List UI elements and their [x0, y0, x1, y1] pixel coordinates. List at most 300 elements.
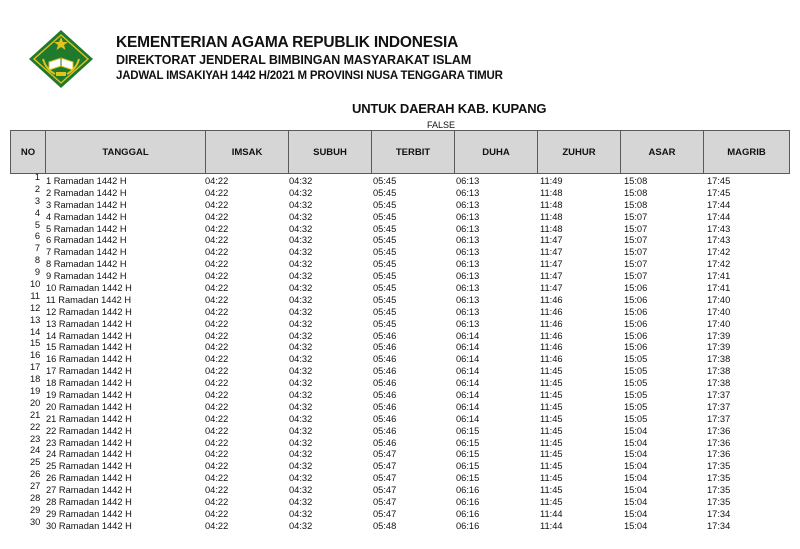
row-date: 17 Ramadan 1442 H [46, 366, 132, 377]
row-imsak: 04:22 [205, 306, 229, 317]
row-subuh: 04:32 [289, 390, 313, 401]
row-magrib: 17:35 [707, 497, 731, 508]
row-terbit: 05:45 [373, 318, 397, 329]
row-date: 26 Ramadan 1442 H [46, 473, 132, 484]
row-magrib: 17:38 [707, 366, 731, 377]
row-duha: 06:15 [456, 473, 480, 484]
row-terbit: 05:46 [373, 354, 397, 365]
col-header-imsak: IMSAK [206, 131, 288, 173]
row-asar: 15:06 [624, 306, 648, 317]
row-subuh: 04:32 [289, 413, 313, 424]
row-asar: 15:04 [624, 461, 648, 472]
row-duha: 06:13 [456, 283, 480, 294]
row-date: 19 Ramadan 1442 H [46, 390, 132, 401]
row-terbit: 05:46 [373, 366, 397, 377]
row-number: 9 [34, 267, 40, 278]
row-imsak: 04:22 [205, 461, 229, 472]
row-imsak: 04:22 [205, 235, 229, 246]
table-row [0, 257, 800, 269]
row-zuhur: 11:46 [540, 342, 563, 353]
row-asar: 15:05 [624, 401, 648, 412]
table-row [0, 269, 800, 281]
row-date: 10 Ramadan 1442 H [46, 283, 132, 294]
row-magrib: 17:41 [707, 283, 731, 294]
table-row [0, 302, 800, 317]
table-row [0, 433, 800, 448]
row-magrib: 17:43 [707, 235, 731, 246]
row-number: 8 [34, 255, 40, 266]
row-duha: 06:13 [456, 187, 480, 198]
row-terbit: 05:45 [373, 247, 397, 258]
row-magrib: 17:44 [707, 211, 731, 222]
row-date: 13 Ramadan 1442 H [46, 318, 132, 329]
row-number: 3 [34, 195, 40, 206]
row-magrib: 17:40 [707, 294, 731, 305]
row-imsak: 04:22 [205, 366, 229, 377]
row-number: 28 [30, 493, 41, 504]
row-magrib: 17:40 [707, 318, 731, 329]
row-terbit: 05:45 [373, 259, 397, 270]
row-imsak: 04:22 [205, 508, 229, 519]
row-imsak: 04:22 [205, 318, 229, 329]
row-terbit: 05:45 [373, 211, 397, 222]
row-zuhur: 11:44 [540, 508, 563, 519]
row-subuh: 04:32 [289, 461, 313, 472]
row-subuh: 04:32 [289, 497, 313, 508]
row-subuh: 04:32 [289, 354, 313, 365]
table-row [0, 174, 800, 186]
row-imsak: 04:22 [205, 485, 229, 496]
row-subuh: 04:32 [289, 187, 313, 198]
row-date: 20 Ramadan 1442 H [46, 401, 132, 412]
region-subtitle: UNTUK DAERAH KAB. KUPANG [352, 101, 547, 116]
row-zuhur: 11:44 [540, 520, 563, 531]
row-date: 25 Ramadan 1442 H [46, 461, 132, 472]
schedule-title: JADWAL IMSAKIYAH 1442 H/2021 M PROVINSI NUSA TENGGARA TIMUR [116, 70, 503, 82]
row-date: 2 Ramadan 1442 H [46, 187, 127, 198]
row-asar: 15:06 [624, 283, 648, 294]
row-imsak: 04:22 [205, 437, 229, 448]
row-magrib: 17:39 [707, 342, 731, 353]
row-terbit: 05:46 [373, 342, 397, 353]
row-date: 8 Ramadan 1442 H [46, 259, 127, 270]
row-magrib: 17:35 [707, 473, 731, 484]
row-terbit: 05:45 [373, 235, 397, 246]
row-terbit: 05:45 [373, 283, 397, 294]
row-asar: 15:04 [624, 508, 648, 519]
table-header [10, 130, 790, 174]
row-magrib: 17:38 [707, 378, 731, 389]
row-number: 26 [30, 469, 41, 480]
row-number: 15 [30, 338, 41, 349]
row-date: 14 Ramadan 1442 H [46, 330, 132, 341]
table-row [0, 516, 800, 531]
row-asar: 15:04 [624, 520, 648, 531]
table-row [0, 409, 800, 424]
row-zuhur: 11:47 [540, 271, 563, 282]
table-row [0, 364, 800, 376]
row-terbit: 05:46 [373, 390, 397, 401]
row-duha: 06:16 [456, 520, 480, 531]
row-zuhur: 11:48 [540, 223, 563, 234]
row-terbit: 05:46 [373, 425, 397, 436]
row-duha: 06:14 [456, 378, 480, 389]
row-terbit: 05:46 [373, 330, 397, 341]
row-number: 17 [30, 362, 41, 373]
table-row [0, 314, 800, 329]
row-number: 4 [34, 207, 40, 218]
row-subuh: 04:32 [289, 401, 313, 412]
row-imsak: 04:22 [205, 330, 229, 341]
row-number: 27 [30, 481, 41, 492]
row-asar: 15:05 [624, 413, 648, 424]
row-duha: 06:15 [456, 437, 480, 448]
row-duha: 06:16 [456, 508, 480, 519]
row-date: 29 Ramadan 1442 H [46, 508, 132, 519]
row-date: 18 Ramadan 1442 H [46, 378, 132, 389]
row-imsak: 04:22 [205, 283, 229, 294]
row-asar: 15:06 [624, 342, 648, 353]
col-header-zuhur: ZUHUR [538, 131, 620, 173]
row-zuhur: 11:45 [540, 497, 563, 508]
row-asar: 15:05 [624, 390, 648, 401]
table-row [0, 207, 800, 222]
row-subuh: 04:32 [289, 176, 313, 186]
row-number: 16 [30, 350, 41, 361]
row-zuhur: 11:45 [540, 437, 563, 448]
row-date: 7 Ramadan 1442 H [46, 247, 127, 258]
row-duha: 06:13 [456, 223, 480, 234]
row-magrib: 17:34 [707, 508, 731, 519]
row-terbit: 05:45 [373, 271, 397, 282]
row-imsak: 04:22 [205, 247, 229, 258]
row-subuh: 04:32 [289, 211, 313, 222]
row-date: 6 Ramadan 1442 H [46, 235, 127, 246]
row-asar: 15:07 [624, 211, 648, 222]
row-zuhur: 11:45 [540, 473, 563, 484]
row-duha: 06:13 [456, 306, 480, 317]
table-row [0, 447, 800, 459]
row-number: 19 [30, 386, 41, 397]
row-terbit: 05:46 [373, 378, 397, 389]
row-subuh: 04:32 [289, 449, 313, 460]
row-imsak: 04:22 [205, 259, 229, 270]
row-subuh: 04:32 [289, 485, 313, 496]
row-magrib: 17:42 [707, 259, 731, 270]
row-duha: 06:13 [456, 247, 480, 258]
row-imsak: 04:22 [205, 378, 229, 389]
row-magrib: 17:37 [707, 401, 731, 412]
row-asar: 15:07 [624, 259, 648, 270]
row-terbit: 05:45 [373, 199, 397, 210]
row-zuhur: 11:47 [540, 247, 563, 258]
row-subuh: 04:32 [289, 294, 313, 305]
row-duha: 06:14 [456, 413, 480, 424]
row-subuh: 04:32 [289, 330, 313, 341]
row-duha: 06:13 [456, 259, 480, 270]
row-zuhur: 11:46 [540, 354, 563, 365]
row-zuhur: 11:45 [540, 425, 563, 436]
row-imsak: 04:22 [205, 497, 229, 508]
row-magrib: 17:37 [707, 390, 731, 401]
row-duha: 06:13 [456, 235, 480, 246]
col-header-no: NO [11, 131, 45, 173]
row-duha: 06:16 [456, 485, 480, 496]
row-number: 5 [34, 219, 40, 230]
row-subuh: 04:32 [289, 366, 313, 377]
row-duha: 06:13 [456, 176, 480, 186]
row-number: 14 [30, 326, 41, 337]
row-subuh: 04:32 [289, 283, 313, 294]
row-asar: 15:05 [624, 354, 648, 365]
row-asar: 15:04 [624, 449, 648, 460]
row-asar: 15:07 [624, 247, 648, 258]
row-terbit: 05:47 [373, 497, 397, 508]
table-row [0, 233, 800, 245]
row-magrib: 17:45 [707, 187, 731, 198]
row-magrib: 17:36 [707, 425, 731, 436]
row-number: 18 [30, 374, 41, 385]
table-row [0, 483, 800, 495]
row-number: 22 [30, 421, 41, 432]
row-number: 1 [34, 172, 40, 182]
row-zuhur: 11:45 [540, 378, 563, 389]
row-terbit: 05:45 [373, 223, 397, 234]
flag-text: FALSE [427, 120, 456, 130]
row-imsak: 04:22 [205, 354, 229, 365]
row-subuh: 04:32 [289, 259, 313, 270]
row-terbit: 05:45 [373, 176, 397, 186]
row-duha: 06:14 [456, 390, 480, 401]
row-imsak: 04:22 [205, 223, 229, 234]
row-date: 9 Ramadan 1442 H [46, 271, 127, 282]
row-magrib: 17:39 [707, 330, 731, 341]
row-asar: 15:08 [624, 199, 648, 210]
row-magrib: 17:35 [707, 485, 731, 496]
row-asar: 15:04 [624, 425, 648, 436]
row-zuhur: 11:45 [540, 401, 563, 412]
row-imsak: 04:22 [205, 401, 229, 412]
row-imsak: 04:22 [205, 187, 229, 198]
row-zuhur: 11:46 [540, 330, 563, 341]
row-date: 16 Ramadan 1442 H [46, 354, 132, 365]
row-terbit: 05:46 [373, 401, 397, 412]
row-zuhur: 11:45 [540, 461, 563, 472]
row-magrib: 17:45 [707, 176, 731, 186]
row-terbit: 05:45 [373, 294, 397, 305]
row-zuhur: 11:48 [540, 211, 563, 222]
row-zuhur: 11:47 [540, 283, 563, 294]
col-header-asar: ASAR [621, 131, 703, 173]
row-terbit: 05:46 [373, 437, 397, 448]
row-magrib: 17:37 [707, 413, 731, 424]
row-duha: 06:15 [456, 461, 480, 472]
row-magrib: 17:36 [707, 449, 731, 460]
row-terbit: 05:45 [373, 187, 397, 198]
row-zuhur: 11:45 [540, 485, 563, 496]
row-zuhur: 11:46 [540, 306, 563, 317]
row-duha: 06:14 [456, 354, 480, 365]
row-date: 11 Ramadan 1442 H [46, 294, 132, 305]
table-row [0, 352, 800, 364]
row-duha: 06:13 [456, 294, 480, 305]
row-number: 11 [30, 290, 40, 301]
row-number: 29 [30, 504, 41, 515]
row-magrib: 17:41 [707, 271, 731, 282]
table-row [0, 340, 800, 352]
row-terbit: 05:47 [373, 461, 397, 472]
col-header-magrib: MAGRIB [704, 131, 789, 173]
col-header-subuh: SUBUH [289, 131, 371, 173]
row-asar: 15:04 [624, 437, 648, 448]
table-row [0, 388, 800, 400]
table-row [0, 326, 800, 341]
row-subuh: 04:32 [289, 378, 313, 389]
row-imsak: 04:22 [205, 199, 229, 210]
row-asar: 15:04 [624, 473, 648, 484]
row-zuhur: 11:48 [540, 187, 563, 198]
col-header-terbit: TERBIT [372, 131, 454, 173]
row-asar: 15:07 [624, 223, 648, 234]
table-row [0, 495, 800, 507]
row-zuhur: 11:46 [540, 318, 563, 329]
table-row [0, 219, 800, 234]
row-number: 21 [30, 409, 41, 420]
row-terbit: 05:46 [373, 413, 397, 424]
table-row [0, 290, 800, 305]
row-imsak: 04:22 [205, 413, 229, 424]
row-subuh: 04:32 [289, 235, 313, 246]
col-header-duha: DUHA [455, 131, 537, 173]
row-date: 28 Ramadan 1442 H [46, 497, 132, 508]
row-terbit: 05:48 [373, 520, 397, 531]
row-date: 23 Ramadan 1442 H [46, 437, 132, 448]
row-asar: 15:04 [624, 497, 648, 508]
row-zuhur: 11:49 [540, 176, 563, 186]
row-imsak: 04:22 [205, 425, 229, 436]
row-imsak: 04:22 [205, 520, 229, 531]
row-number: 7 [34, 243, 40, 254]
row-number: 2 [34, 183, 40, 194]
row-asar: 15:07 [624, 271, 648, 282]
row-number: 12 [30, 302, 41, 313]
row-subuh: 04:32 [289, 223, 313, 234]
row-zuhur: 11:46 [540, 294, 563, 305]
table-row [0, 245, 800, 257]
row-subuh: 04:32 [289, 520, 313, 531]
row-subuh: 04:32 [289, 508, 313, 519]
row-duha: 06:15 [456, 425, 480, 436]
table-row [0, 376, 800, 388]
row-imsak: 04:22 [205, 449, 229, 460]
row-date: 5 Ramadan 1442 H [46, 223, 127, 234]
row-date: 27 Ramadan 1442 H [46, 485, 132, 496]
row-subuh: 04:32 [289, 306, 313, 317]
row-number: 10 [30, 279, 41, 290]
row-magrib: 17:36 [707, 437, 731, 448]
row-zuhur: 11:45 [540, 366, 563, 377]
row-date: 3 Ramadan 1442 H [46, 199, 127, 210]
table-row [0, 504, 800, 519]
table-row [0, 397, 800, 412]
table-row [0, 281, 800, 293]
row-zuhur: 11:48 [540, 199, 563, 210]
schedule-table-body [0, 174, 800, 531]
row-zuhur: 11:47 [540, 235, 563, 246]
row-zuhur: 11:45 [540, 390, 563, 401]
row-number: 25 [30, 457, 41, 468]
directorate-title: DIREKTORAT JENDERAL BIMBINGAN MASYARAKAT ISLAM [116, 53, 472, 67]
row-terbit: 05:45 [373, 306, 397, 317]
row-duha: 06:14 [456, 401, 480, 412]
row-duha: 06:13 [456, 211, 480, 222]
row-zuhur: 11:45 [540, 413, 563, 424]
row-imsak: 04:22 [205, 390, 229, 401]
row-date: 12 Ramadan 1442 H [46, 306, 132, 317]
row-magrib: 17:38 [707, 354, 731, 365]
col-header-tanggal: TANGGAL [46, 131, 205, 173]
row-magrib: 17:40 [707, 306, 731, 317]
row-duha: 06:13 [456, 199, 480, 210]
row-terbit: 05:47 [373, 485, 397, 496]
ministry-title: KEMENTERIAN AGAMA REPUBLIK INDONESIA [116, 34, 459, 51]
row-imsak: 04:22 [205, 211, 229, 222]
row-duha: 06:14 [456, 366, 480, 377]
row-zuhur: 11:47 [540, 259, 563, 270]
table-row [0, 183, 800, 198]
row-asar: 15:08 [624, 176, 648, 186]
row-subuh: 04:32 [289, 247, 313, 258]
row-asar: 15:06 [624, 294, 648, 305]
row-duha: 06:16 [456, 497, 480, 508]
row-subuh: 04:32 [289, 318, 313, 329]
row-magrib: 17:42 [707, 247, 731, 258]
row-number: 30 [30, 516, 41, 527]
row-date: 15 Ramadan 1442 H [46, 342, 132, 353]
row-terbit: 05:47 [373, 473, 397, 484]
row-asar: 15:08 [624, 187, 648, 198]
row-number: 24 [30, 445, 41, 456]
row-zuhur: 11:45 [540, 449, 563, 460]
row-duha: 06:14 [456, 330, 480, 341]
row-duha: 06:13 [456, 318, 480, 329]
row-subuh: 04:32 [289, 271, 313, 282]
row-imsak: 04:22 [205, 294, 229, 305]
row-asar: 15:04 [624, 485, 648, 496]
row-duha: 06:15 [456, 449, 480, 460]
row-date: 24 Ramadan 1442 H [46, 449, 132, 460]
row-subuh: 04:32 [289, 437, 313, 448]
row-date: 1 Ramadan 1442 H [46, 176, 127, 186]
row-asar: 15:05 [624, 378, 648, 389]
row-duha: 06:14 [456, 342, 480, 353]
row-date: 4 Ramadan 1442 H [46, 211, 127, 222]
row-imsak: 04:22 [205, 176, 229, 186]
row-terbit: 05:47 [373, 449, 397, 460]
row-asar: 15:06 [624, 318, 648, 329]
table-row [0, 195, 800, 210]
row-number: 20 [30, 397, 41, 408]
row-magrib: 17:34 [707, 520, 731, 531]
row-imsak: 04:22 [205, 271, 229, 282]
row-magrib: 17:43 [707, 223, 731, 234]
row-asar: 15:06 [624, 330, 648, 341]
row-magrib: 17:35 [707, 461, 731, 472]
kemenag-logo [27, 28, 95, 90]
row-date: 21 Ramadan 1442 H [46, 413, 132, 424]
table-row [0, 459, 800, 471]
row-subuh: 04:32 [289, 425, 313, 436]
